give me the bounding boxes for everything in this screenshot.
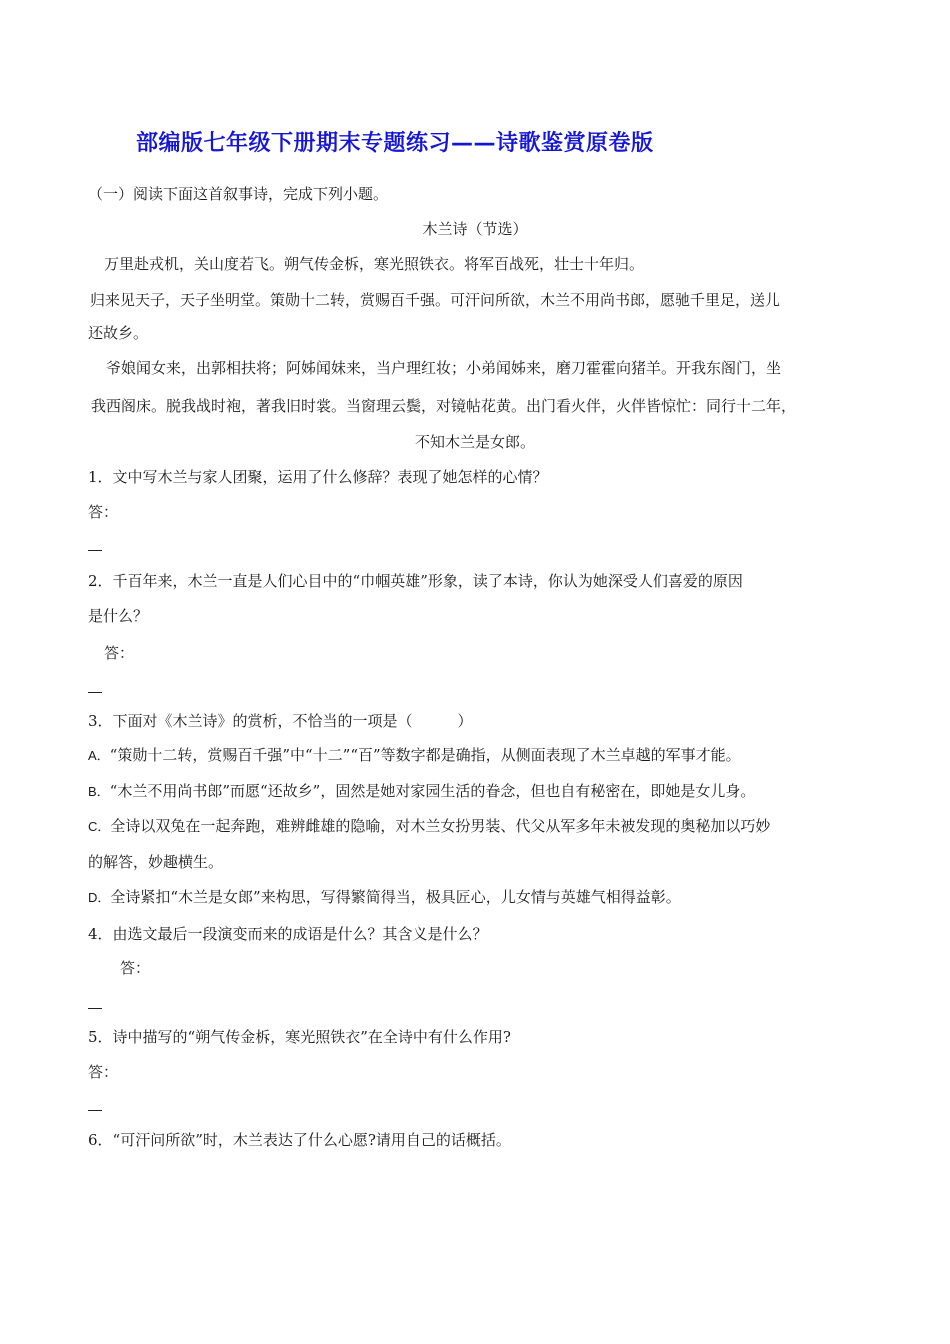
- option-a-label: A．: [88, 748, 110, 763]
- question-5: 5．诗中描写的“朔气传金柝，寒光照铁衣”在全诗中有什么作用?: [88, 1028, 511, 1046]
- answer-label: 答：: [104, 644, 135, 662]
- answer-line: [88, 550, 102, 551]
- option-d: [88, 887, 681, 908]
- option-b-label: B．: [88, 784, 110, 799]
- poem-line: 万里赴戎机，关山度若飞。朔气传金柝，寒光照铁衣。将军百战死，壮士十年归。: [104, 255, 645, 273]
- question-6: 6．“可汗问所欲”时，木兰表达了什么心愿?请用自己的话概括。: [88, 1131, 511, 1149]
- answer-line: [88, 1008, 102, 1009]
- poem-line: 爷娘闻女来，出郭相扶将；阿姊闻妹来，当户理红妆；小弟闻姊来，磨刀霍霍向猪羊。开我东阁门，坐: [106, 359, 782, 377]
- poem-line: 不知木兰是女郎。: [414, 433, 535, 451]
- option-c-text: 全诗以双兔在一起奔跑，难辨雌雄的隐喻，对木兰女扮男装、代父从军多年未被发现的奥秘加以巧妙: [110, 817, 771, 835]
- poem-line: 我西阁床。脱我战时袍，著我旧时裳。当窗理云鬓，对镜帖花黄。出门看火伴，火伴皆惊忙：同行十二年，: [91, 397, 797, 415]
- option-d-text: 全诗紧扣“木兰是女郎”来构思，写得繁简得当，极具匠心，儿女情与英雄气相得益彰。: [110, 888, 681, 906]
- poem-line: 还故乡。: [88, 324, 149, 342]
- document-title: 部编版七年级下册期末专题练习——诗歌鉴赏原卷版: [136, 131, 654, 156]
- option-a-text: “策勋十二转，赏赐百千强”中“十二”“百”等数字都是确指，从侧面表现了木兰卓越的军事才能。: [109, 746, 741, 764]
- option-a: [88, 745, 741, 766]
- answer-line: [88, 692, 102, 693]
- answer-label: 答：: [88, 503, 119, 521]
- question-2: 2．千百年来，木兰一直是人们心目中的“巾帼英雄”形象，读了本诗，你认为她深受人们喜爱的原因: [88, 572, 743, 590]
- option-c-label: C．: [88, 819, 111, 834]
- answer-line: [88, 1110, 102, 1111]
- poem-line: 归来见天子，天子坐明堂。策勋十二转，赏赐百千强。可汗问所欲，木兰不用尚书郎，愿驰千里足，送儿: [90, 291, 781, 309]
- section-heading: （一）阅读下面这首叙事诗，完成下列小题。: [88, 185, 389, 203]
- poem-title: 木兰诗（节选）: [422, 220, 528, 238]
- question-3: 3．下面对《木兰诗》的赏析，不恰当的一项是（ ）: [88, 712, 473, 730]
- option-b-text: “木兰不用尚书郎”而愿“还故乡”，固然是她对家园生活的眷念，但也自有秘密在，即她是女儿身。: [109, 782, 756, 800]
- option-c-continued: 的解答，妙趣横生。: [88, 853, 224, 871]
- option-b: [88, 781, 755, 802]
- question-1: 1．文中写木兰与家人团聚，运用了什么修辞？表现了她怎样的心情？: [88, 468, 548, 486]
- answer-label: 答：: [88, 1063, 119, 1081]
- question-2-continued: 是什么？: [88, 607, 149, 625]
- answer-label: 答：: [120, 959, 151, 977]
- question-4: 4．由选文最后一段演变而来的成语是什么？其含义是什么？: [88, 925, 488, 943]
- option-d-label: D．: [88, 890, 111, 905]
- option-c: [88, 816, 770, 837]
